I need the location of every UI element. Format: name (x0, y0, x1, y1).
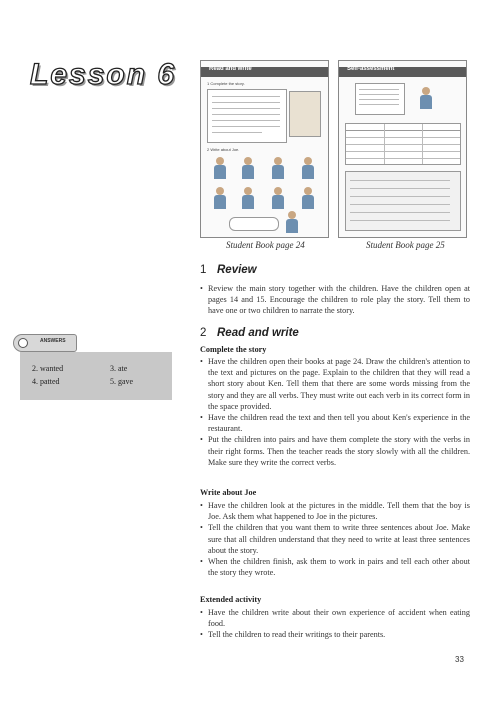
joe-picture (213, 157, 227, 179)
subheading-complete-story: Complete the story (200, 345, 267, 354)
bullet-item: • Have the children write about their own experience of accident when eating food. (200, 607, 470, 629)
answer-item: 4. patted (32, 377, 60, 386)
subheading-extended-activity: Extended activity (200, 595, 262, 604)
joe-picture (213, 187, 227, 209)
section-review-heading (200, 264, 257, 276)
subheading-write-about-joe: Write about Joe (200, 488, 257, 497)
joe-picture (241, 157, 255, 179)
thumb-item-label: 2 Write about Joe. (207, 147, 240, 152)
thumb-header-bar (339, 67, 466, 77)
bullet-item: • Put the children into pairs and have them complete the story with the verbs in their right forms. Then the teacher reads the story slowly with all the children. Make sure they write the correct verbs. (200, 434, 470, 468)
page-number: 33 (455, 655, 464, 664)
bullet-item: • Tell the children to read their writings to their parents. (200, 629, 470, 640)
girl-picture (419, 87, 433, 109)
write-about-joe-bullets (200, 500, 470, 578)
key-ring-icon (18, 338, 28, 348)
bullet-item: • When the children finish, ask them to work in pairs and tell each other about the story they wrote. (200, 556, 470, 578)
section-number: 2 (200, 327, 207, 339)
answer-item: 5. gave (110, 377, 134, 386)
bullet-item: • Have the children look at the pictures in the middle. Tell them that the boy is Joe. Ask them what happened to Joe in the pictures. (200, 500, 470, 522)
joe-picture (271, 157, 285, 179)
answer-key-box (20, 352, 172, 400)
child-picture (285, 211, 299, 233)
speech-bubble (229, 217, 279, 231)
answer-item: 2. wanted (32, 364, 64, 373)
joe-picture (301, 157, 315, 179)
answer-item: 3. ate (110, 364, 128, 373)
bullet-item: • Tell the children that you want them to write three sentences about Joe. Make sure that all children understand that they need to write at least three sentences about the story. (200, 522, 470, 556)
joe-picture (241, 187, 255, 209)
verb-table (345, 123, 461, 165)
section-title: Review (217, 264, 257, 276)
self-assessment-box (345, 171, 461, 231)
student-book-page-24-thumbnail (200, 60, 329, 238)
answer-key-tab (13, 334, 77, 352)
bullet-item: • Have the children open their books at page 24. Draw the children's attention to the text and pictures on the page. Explain to the children that they will read a short story about Ken. Tell them that there are some words missing from the story and they are all verbs. They must write out each verb in its correct form in the space provided. (200, 356, 470, 412)
bullet-item: • Have the children read the text and then tell you about Ken's experience in the restaurant. (200, 412, 470, 434)
note-box (355, 83, 405, 115)
joe-picture (301, 187, 315, 209)
caption-page-25: Student Book page 25 (366, 240, 445, 250)
section-title: Read and write (217, 327, 299, 339)
caption-page-24: Student Book page 24 (226, 240, 305, 250)
lesson-title: Lesson 6 (30, 58, 177, 91)
thumb-header-bar (201, 67, 328, 77)
restaurant-illustration (289, 91, 321, 137)
thumb-item-label: 1 Complete the story. (207, 81, 245, 86)
thumb-header-text: Read and write (209, 66, 252, 72)
bullet-item: • Review the main story together with the children. Have the children open at pages 14 and 15. Encourage the children to role play the story. Tell them to have one or two children to narrate the story. (200, 283, 470, 317)
joe-picture (271, 187, 285, 209)
story-text-box (207, 89, 287, 143)
answer-key-label: ANSWERS (40, 338, 66, 344)
section-number: 1 (200, 264, 207, 276)
extended-activity-bullets (200, 607, 470, 641)
student-book-page-25-thumbnail (338, 60, 467, 238)
section-read-write-heading (200, 327, 299, 339)
thumb-header-text: Self-assessment (347, 66, 395, 72)
complete-story-bullets (200, 356, 470, 468)
review-text (200, 283, 470, 317)
